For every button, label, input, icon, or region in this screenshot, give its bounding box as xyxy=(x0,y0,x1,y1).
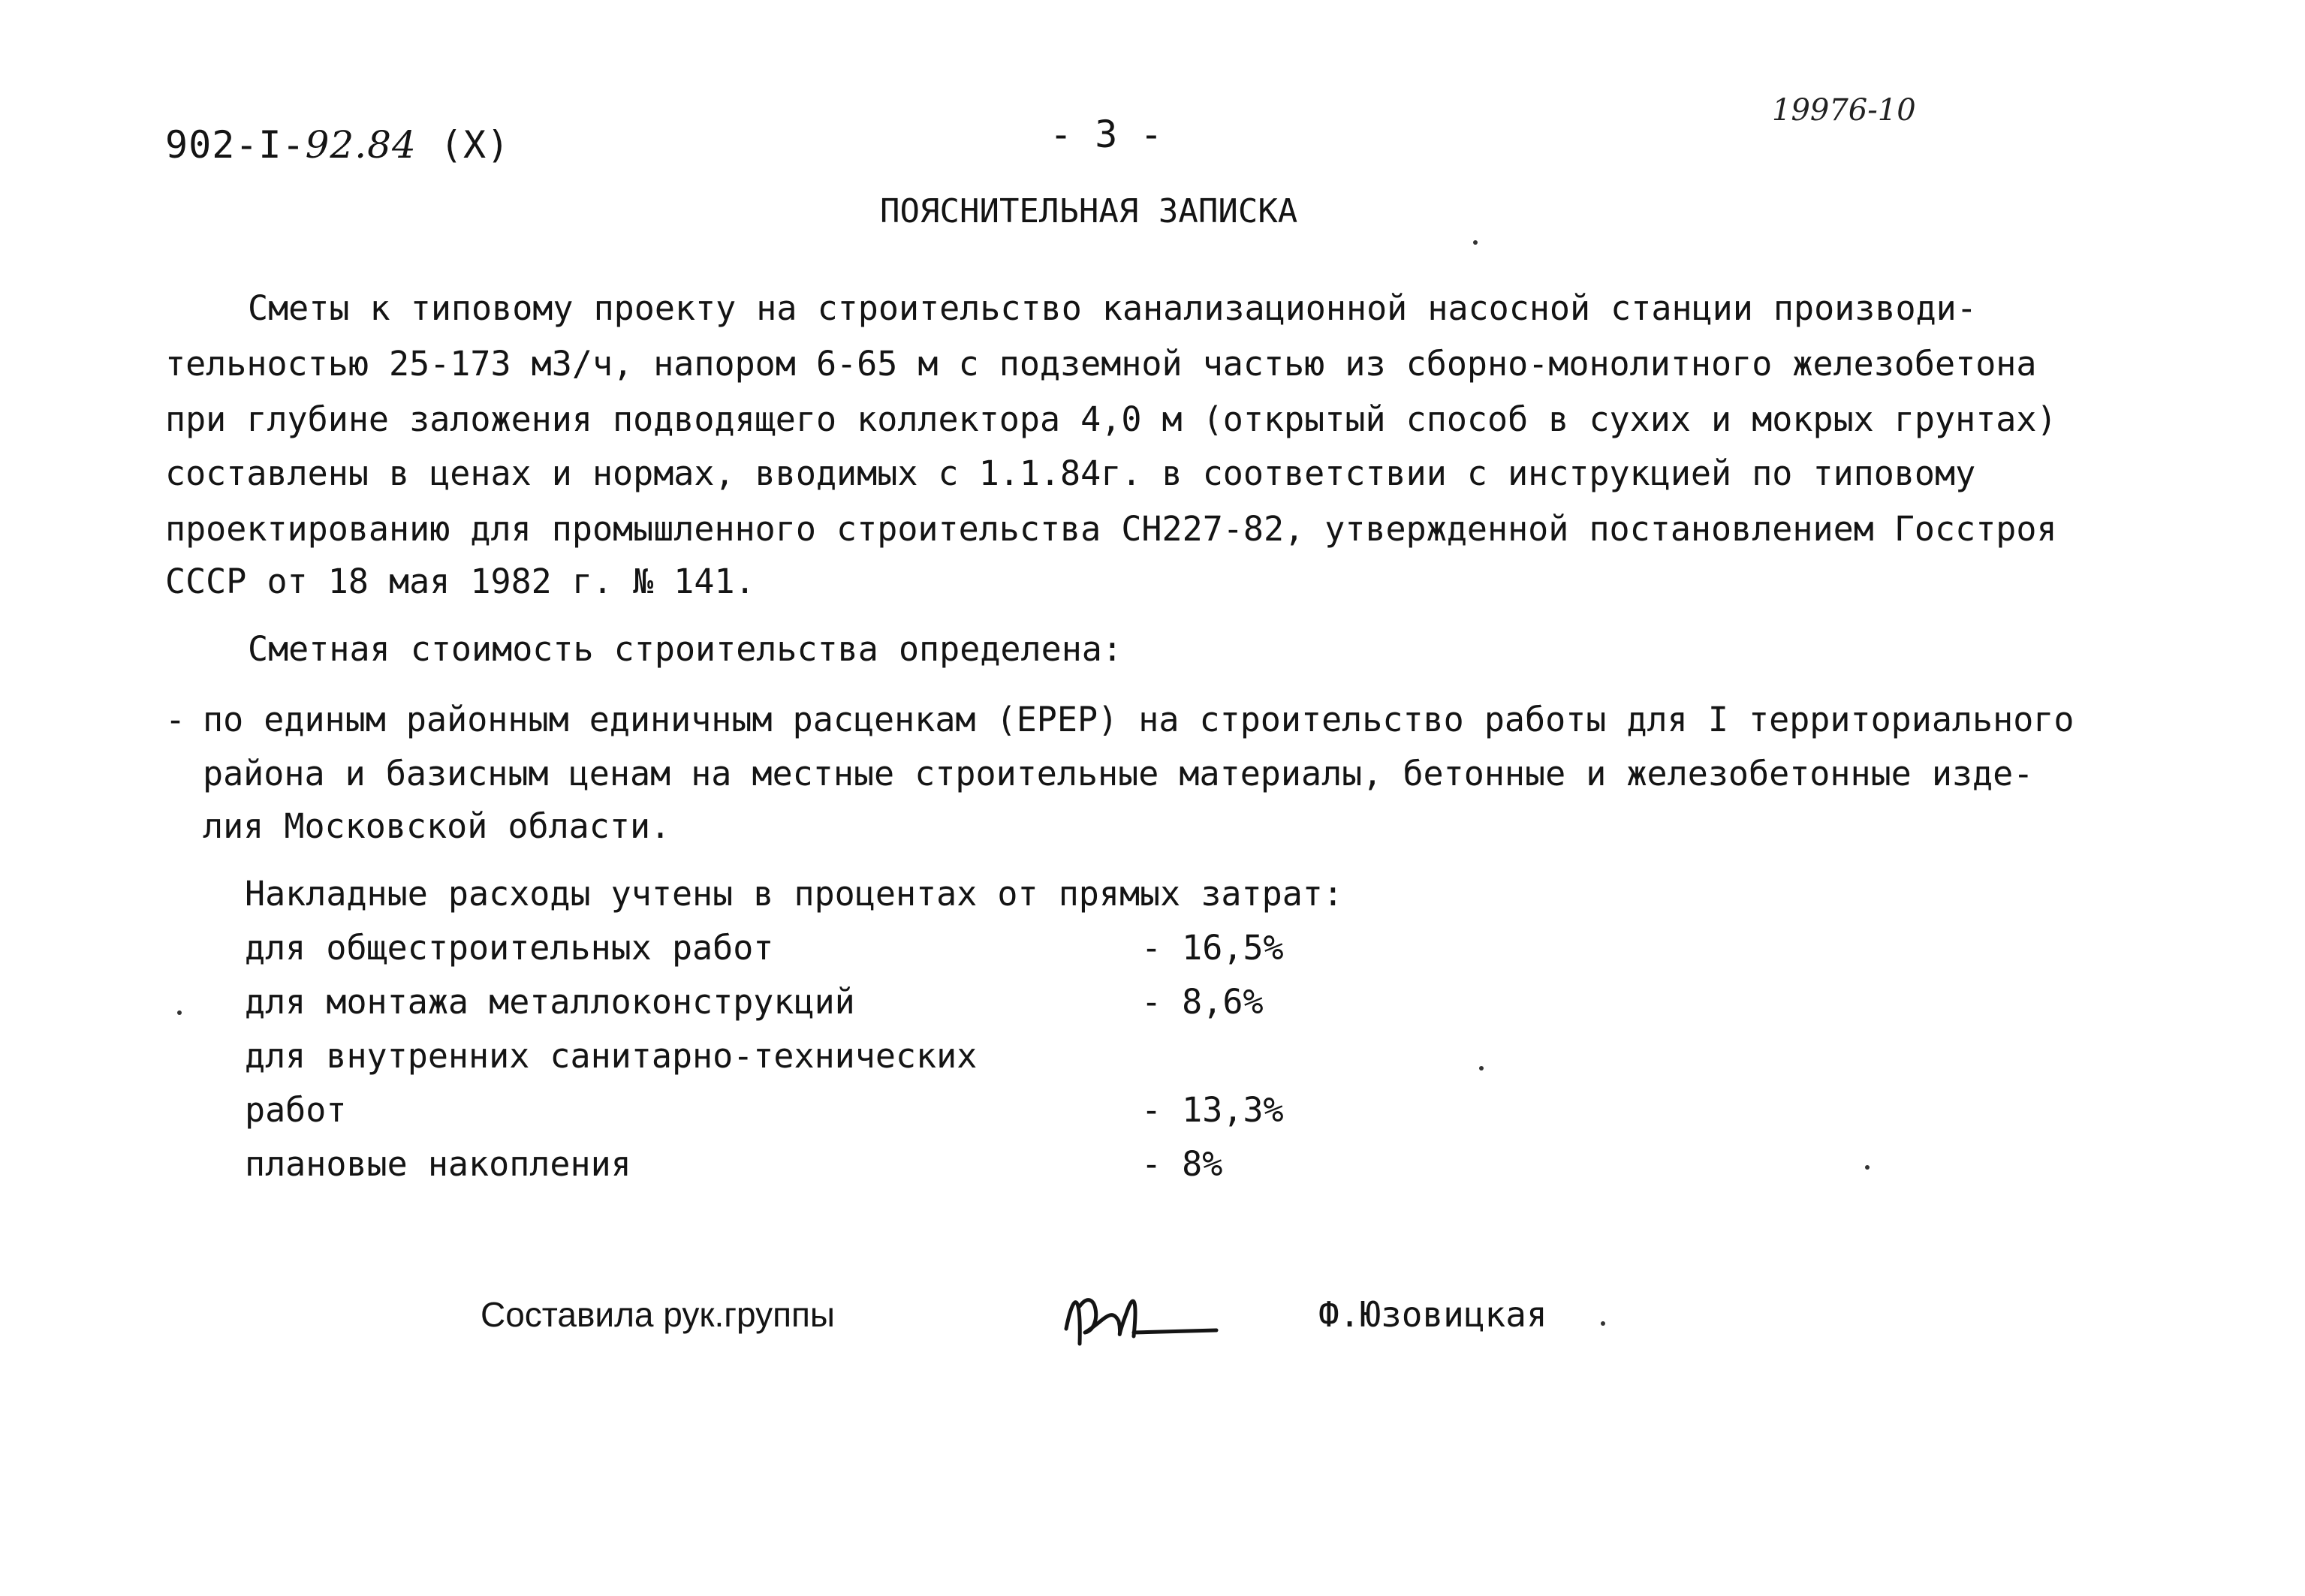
overhead-row-label: для внутренних санитарно-технических xyxy=(245,1036,978,1076)
overhead-row-value: - 16,5% xyxy=(1141,928,1284,968)
cost-heading: Сметная стоимость строительства определена: xyxy=(248,629,1122,669)
list-dash: - xyxy=(165,700,186,739)
handwritten-signature xyxy=(1051,1276,1231,1362)
document-code xyxy=(165,123,510,167)
list-line: района и базисным ценам на местные строительные материалы, бетонные и железобетонные изде- xyxy=(203,754,2034,793)
overhead-row-value: - 13,3% xyxy=(1141,1090,1284,1130)
signoff-label: Составила рук.группы xyxy=(481,1295,835,1334)
page-number: - 3 - xyxy=(1050,113,1163,156)
doc-code-suffix: (X) xyxy=(416,123,511,167)
scan-speck xyxy=(177,1010,182,1015)
overhead-row-label: плановые накопления xyxy=(245,1144,631,1184)
intro-line: проектированию для промышленного строительства СН227-82, утвержденной постановлением Госстроя xyxy=(165,509,2057,549)
overhead-row-value: - 8,6% xyxy=(1141,982,1264,1022)
page-title: ПОЯСНИТЕЛЬНАЯ ЗАПИСКА xyxy=(880,192,1298,230)
overhead-row-label: работ xyxy=(245,1090,347,1130)
overhead-row-value: - 8% xyxy=(1141,1144,1223,1184)
intro-line: Сметы к типовому проекту на строительство канализационной насосной станции производи- xyxy=(248,288,1977,328)
archive-number: 19976-10 xyxy=(1772,93,1916,128)
scan-speck xyxy=(1473,240,1478,245)
scan-speck xyxy=(1601,1321,1605,1326)
signoff-name: Ф.Юзовицкая xyxy=(1318,1294,1547,1335)
scan-speck xyxy=(1865,1165,1870,1170)
overhead-row-label: для общестроительных работ xyxy=(245,928,774,968)
intro-line: составлены в ценах и нормах, вводимых с 1.1.84г. в соответствии с инструкцией по типовому xyxy=(165,453,1976,493)
overhead-heading: Накладные расходы учтены в процентах от прямых затрат: xyxy=(245,874,1343,914)
scan-speck xyxy=(1479,1066,1484,1071)
intro-line: СССР от 18 мая 1982 г. № 141. xyxy=(165,562,755,601)
intro-line: тельностью 25-173 м3/ч, напором 6-65 м с подземной частью из сборно-монолитного железобетона xyxy=(165,344,2037,384)
doc-code-handwritten: 92.84 xyxy=(305,123,417,167)
list-line: лия Московской области. xyxy=(203,806,671,846)
overhead-row-label: для монтажа металлоконструкций xyxy=(245,982,855,1022)
doc-code-prefix: 902-I- xyxy=(165,123,306,167)
list-line: по единым районным единичным расценкам (ЕРЕР) на строительство работы для I территориального xyxy=(203,700,2074,739)
intro-line: при глубине заложения подводящего коллектора 4,0 м (открытый способ в сухих и мокрых грунтах) xyxy=(165,399,2057,439)
